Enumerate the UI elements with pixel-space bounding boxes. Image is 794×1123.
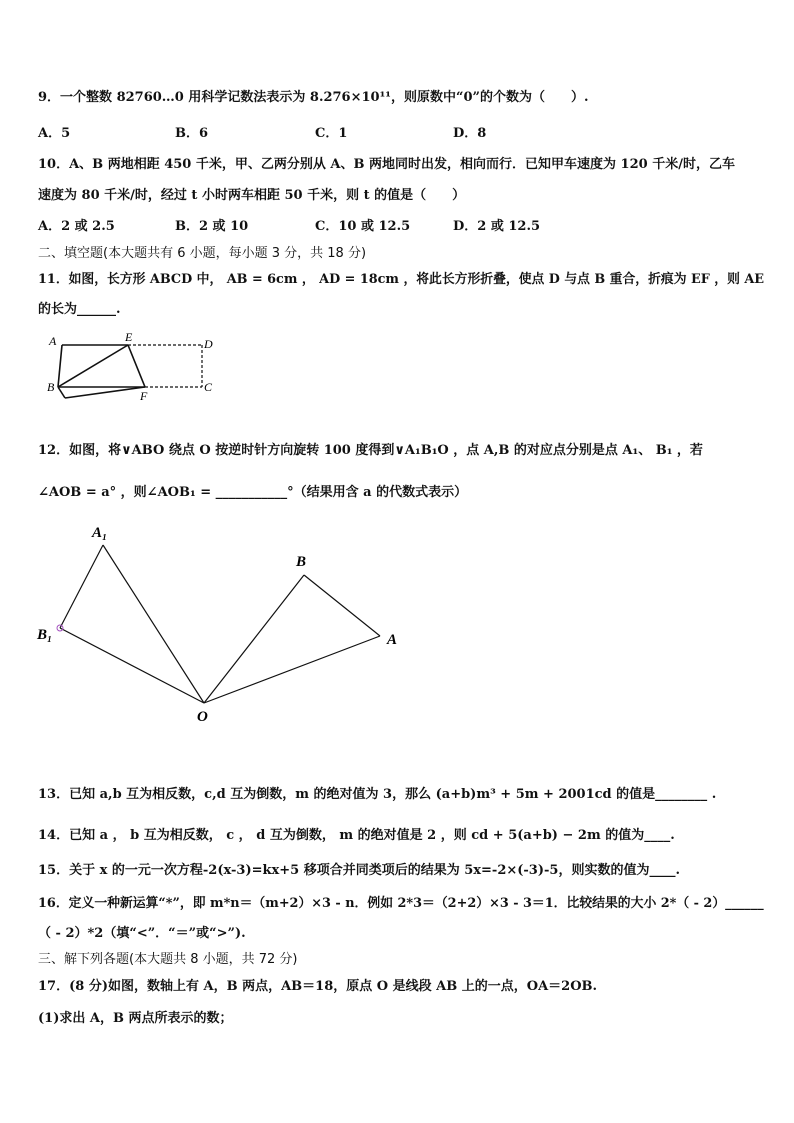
q12-label-a1: A₁	[92, 525, 108, 541]
q11-label-d: D	[204, 337, 213, 351]
q11-label-a: A	[49, 334, 57, 348]
q17-sub1: (1)求出 A，B 两点所表示的数；	[38, 1011, 233, 1026]
q12-line2: ∠AOB = a° ，则∠AOB₁ = ___________°（结果用含 a 的代数式表示）	[38, 485, 468, 500]
q9-option-b: B．6	[175, 126, 209, 141]
q12-figure	[30, 515, 420, 730]
q16-line2: （ - 2）*2（填“<”．“＝”或“>”).	[38, 926, 246, 941]
q11-line-ab	[58, 345, 62, 387]
q17-line1: 17．(8 分)如图，数轴上有 A，B 两点，AB＝18，原点 O 是线段 AB 上的一点，OA＝2OB.	[38, 979, 598, 994]
q15: 15．关于 x 的一元一次方程-2(x-3)=kx+5 移项合并同类项后的结果为 5x=-2×(-3)-5，则实数的值为____.	[38, 863, 680, 878]
q11-line-ef	[128, 345, 145, 387]
q10-line2: 速度为 80 千米/时，经过 t 小时两车相距 50 千米，则 t 的值是（ ）	[38, 188, 466, 203]
q12-line-b1-a1	[60, 545, 103, 628]
q9-option-a: A．5	[38, 126, 71, 141]
q12-label-a: A	[387, 632, 398, 648]
q11-label-f: F	[140, 389, 148, 400]
q10-option-a: A．2 或 2.5	[38, 219, 115, 234]
q9-option-d: D．8	[453, 126, 487, 141]
q11-label-e: E	[125, 330, 133, 344]
q16-line1: 16．定义一种新运算“*”，即 m*n＝（m+2）×3 - n．例如 2*3＝（2+2）×3 - 3＝1．比较结果的大小 2*（ - 2）______	[38, 896, 764, 911]
q11-line-b-a'	[58, 387, 65, 398]
q10-option-d: D．2 或 12.5	[453, 219, 541, 234]
q14: 14．已知 a ， b 互为相反数， c ， d 互为倒数， m 的绝对值是 2 ，则 cd + 5(a+b) − 2m 的值为____.	[38, 828, 675, 843]
q9-option-c: C．1	[315, 126, 348, 141]
q12-label-b: B	[296, 554, 307, 570]
q12-line-b1-o	[60, 628, 204, 703]
q11-label-b: B	[47, 380, 55, 394]
q11-line-a'-f	[65, 387, 145, 398]
section-2-heading: 二、填空题(本大题共有 6 小题，每小题 3 分，共 18 分)	[38, 246, 367, 261]
q12-line1: 12．如图，将∨ABO 绕点 O 按逆时针方向旋转 100 度得到∨A₁B₁O ，点 A,B 的对应点分别是点 A₁、 B₁ ，若	[38, 443, 703, 458]
q11-label-c: C	[204, 380, 213, 394]
q13: 13．已知 a,b 互为相反数，c,d 互为倒数，m 的绝对值为 3，那么 (a+b)m³ + 5m + 2001cd 的值是________ .	[38, 787, 717, 802]
q11-line-be	[58, 345, 128, 387]
q12-label-b1: B₁	[37, 627, 53, 643]
q11-line1: 11．如图，长方形 ABCD 中， AB = 6cm ， AD = 18cm ，将此长方形折叠，使点 D 与点 B 重合，折痕为 EF ，则 AE	[38, 272, 765, 287]
q12-line-b-a	[304, 575, 380, 636]
q12-line-a1-o	[103, 545, 204, 703]
section-3-heading: 三、解下列各题(本大题共 8 小题，共 72 分)	[38, 952, 298, 967]
q10-option-b: B．2 或 10	[175, 219, 249, 234]
q11-figure	[40, 330, 240, 400]
q10-option-c: C．10 或 12.5	[315, 219, 411, 234]
q11-line2: 的长为______.	[38, 302, 121, 317]
q9-stem: 9．一个整数 82760…0 用科学记数法表示为 8.276×10¹¹，则原数中“0”的个数为（ ）.	[38, 90, 589, 105]
q10-line1: 10．A、B 两地相距 450 千米，甲、乙两分别从 A、B 两地同时出发，相向而行．已知甲车速度为 120 千米/时，乙车	[38, 157, 735, 172]
q12-label-o: O	[197, 709, 208, 725]
